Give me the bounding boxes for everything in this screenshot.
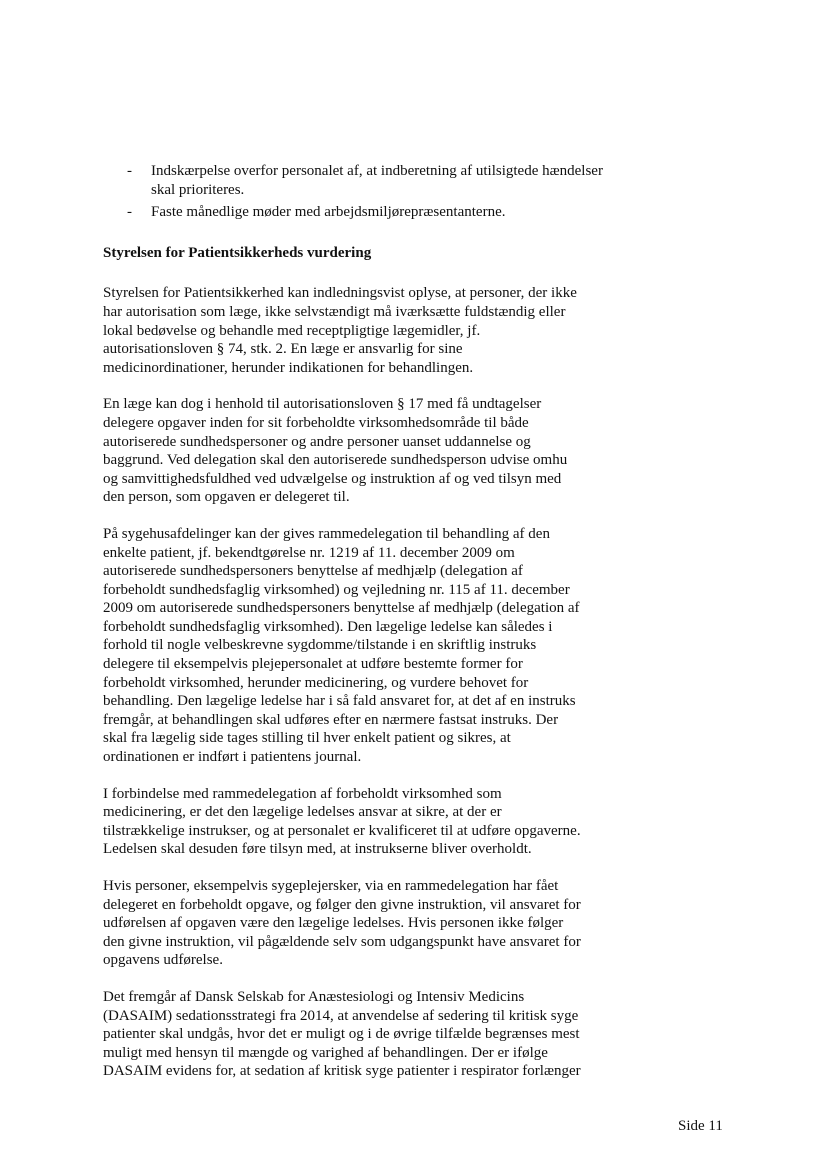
text-line: den givne instruktion, vil pågældende selv som udgangspunkt have ansvaret for — [103, 933, 581, 950]
text-line: Hvis personer, eksempelvis sygeplejersker, via en rammedelegation har fået — [103, 878, 559, 894]
text-line: autoriserede sundhedspersoners benyttelse af medhjælp (delegation af — [103, 563, 523, 580]
text-line: autorisationsloven § 74, stk. 2. En læge er ansvarlig for sine — [103, 341, 463, 358]
text-line: behandling. Den lægelige ledelse har i så fald ansvaret for, at det af en instruks — [103, 693, 576, 710]
text-line: fremgår, at behandlingen skal udføres efter en nærmere fastsat instruks. Der — [103, 711, 559, 728]
text-line: enkelte patient, jf. bekendtgørelse nr. 1219 af 11. december 2009 om — [103, 544, 515, 561]
text-line: baggrund. Ved delegation skal den autoriserede sundhedsperson udvise omhu — [103, 452, 568, 469]
list-item — [103, 162, 623, 199]
text-line: medicinering, er det den lægelige ledelses ansvar at sikre, at der er — [103, 804, 502, 821]
text-line: udførelsen af opgaven være den lægelige ledelses. Hvis personen ikke følger — [103, 915, 564, 932]
text-line: Det fremgår af Dansk Selskab for Anæstesiologi og Intensiv Medicins — [103, 988, 525, 1005]
paragraph — [103, 525, 623, 767]
text-line: skal fra lægelig side tages stilling til hver enkelt patient og sikres, at — [103, 730, 511, 747]
text-line: Styrelsen for Patientsikkerhed kan indledningsvist oplyse, at personer, der ikke — [103, 285, 577, 302]
text-line: og samvittighedsfuldhed ved udvælgelse og instruktion af og ved tilsyn med — [103, 470, 562, 487]
text-line: På sygehusafdelinger kan der gives rammedelegation til behandling af den — [103, 525, 550, 542]
text-line: tilstrækkelige instrukser, og at personalet er kvalificeret til at udføre opgaverne. — [103, 822, 581, 839]
bullet-dash: - — [127, 163, 132, 179]
bullet-dash: - — [127, 204, 132, 221]
page-content — [103, 162, 623, 1081]
text-line: 2009 om autoriserede sundhedspersoners benyttelse af medhjælp (delegation af — [103, 600, 580, 617]
bullet-list — [103, 162, 623, 222]
paragraph — [103, 284, 623, 377]
text-line: autoriserede sundhedspersoner og andre personer uanset uddannelse og — [103, 433, 531, 450]
text-line: delegere opgaver inden for sit forbeholdte virksomhedsområde til både — [103, 414, 529, 431]
text-line: DASAIM evidens for, at sedation af kritisk syge patienter i respirator forlænger — [103, 1063, 581, 1080]
paragraph — [103, 785, 623, 859]
text-line: forbeholdt virksomhed, herunder medicinering, og vurdere behovet for — [103, 674, 529, 691]
text-line: (DASAIM) sedationsstrategi fra 2014, at anvendelse af sedering til kritisk syge — [103, 1007, 579, 1024]
text-line: forbeholdt sundhedsfaglig virksomhed). Den lægelige ledelse kan således i — [103, 618, 553, 635]
paragraph — [103, 395, 623, 507]
bullet-line: Faste månedlige møder med arbejdsmiljørepræsentanterne. — [151, 204, 506, 221]
paragraph — [103, 988, 623, 1081]
text-line: patienter skal undgås, hvor det er muligt og i de øvrige tilfælde begrænses mest — [103, 1026, 580, 1043]
text-line: I forbindelse med rammedelegation af forbeholdt virksomhed som — [103, 785, 502, 802]
text-line: lokal bedøvelse og behandle med receptpligtige lægemidler, jf. — [103, 322, 481, 339]
text-line: medicinordinationer, herunder indikationen for behandlingen. — [103, 359, 474, 376]
text-line: delegere til eksempelvis plejepersonalet at udføre bestemte former for — [103, 656, 523, 673]
bullet-line: skal prioriteres. — [151, 181, 245, 198]
bullet-line: Indskærpelse overfor personalet af, at indberetning af utilsigtede hændelser — [151, 163, 603, 179]
paragraph — [103, 877, 623, 970]
text-line: forhold til nogle velbeskrevne sygdomme/tilstande i en skriftlig instruks — [103, 637, 537, 654]
text-line: den person, som opgaven er delegeret til. — [103, 489, 350, 506]
text-line: En læge kan dog i henhold til autorisationsloven § 17 med få undtagelser — [103, 396, 542, 413]
text-line: delegeret en forbeholdt opgave, og følger den givne instruktion, vil ansvaret for — [103, 896, 581, 913]
text-line: opgavens udførelse. — [103, 952, 223, 969]
text-line: Ledelsen skal desuden føre tilsyn med, at instrukserne bliver overholdt. — [103, 841, 532, 858]
page-number: Side 11 — [678, 1118, 723, 1134]
text-line: forbeholdt sundhedsfaglig virksomhed) og vejledning nr. 115 af 11. december — [103, 581, 570, 598]
list-item — [103, 203, 623, 222]
text-line: har autorisation som læge, ikke selvstændigt må iværksætte fuldstændig eller — [103, 303, 566, 320]
text-line: ordinationen er indført i patientens journal. — [103, 749, 362, 766]
section-heading: Styrelsen for Patientsikkerheds vurdering — [103, 244, 372, 261]
text-line: muligt med hensyn til mængde og varighed af behandlingen. Der er ifølge — [103, 1044, 548, 1061]
